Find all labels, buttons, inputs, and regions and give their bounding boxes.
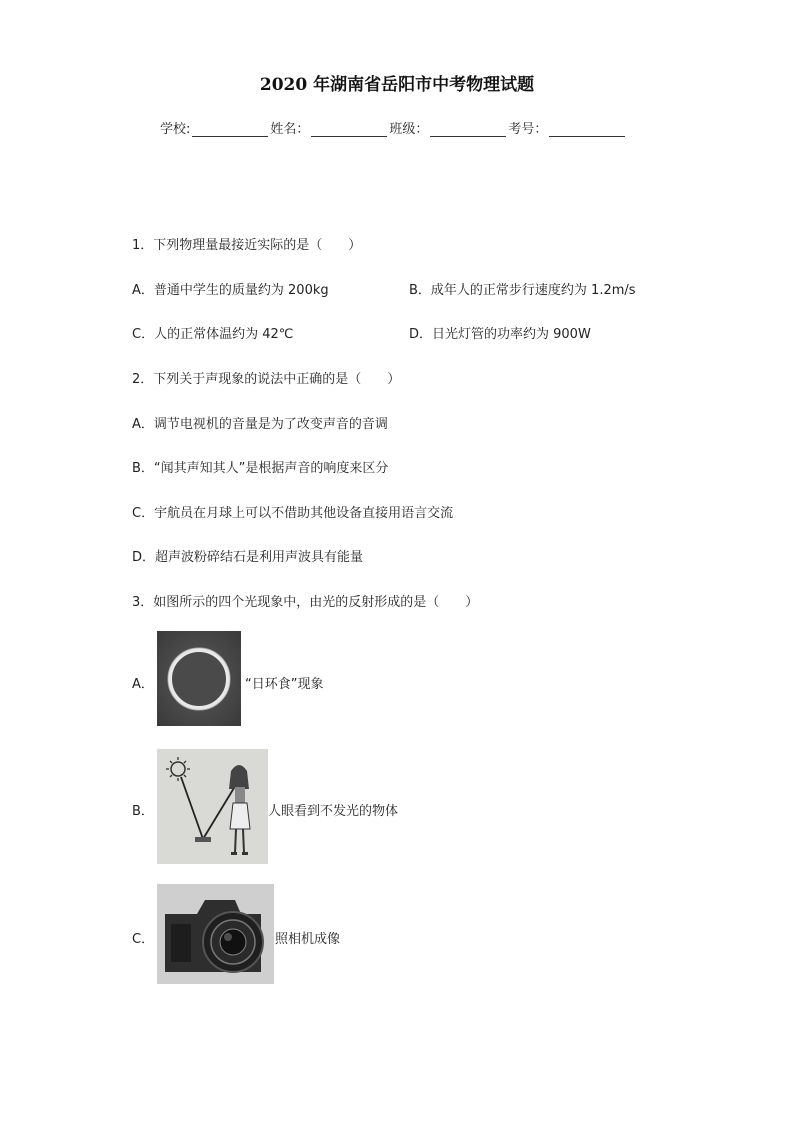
question-3-option-b-caption: 人眼看到不发光的物体	[268, 804, 399, 819]
question-3-option-b-letter: B．	[132, 804, 154, 819]
reflection-diagram-icon	[157, 749, 268, 864]
class-label: 班级：	[389, 122, 429, 137]
question-2-option-d: D．超声波粉碎结石是利用声波具有能量	[132, 550, 364, 565]
question-3-option-c-letter: C．	[132, 932, 155, 947]
question-3-stem: 3．如图所示的四个光现象中，由光的反射形成的是（ ）	[132, 595, 479, 610]
annular-eclipse-icon	[157, 631, 241, 726]
page-title: 2020 年湖南省岳阳市中考物理试题	[259, 75, 535, 95]
question-2-stem: 2．下列关于声现象的说法中正确的是（ ）	[132, 372, 401, 387]
question-1-stem: 1．下列物理量最接近实际的是（ ）	[132, 238, 362, 253]
question-3-option-c-caption: 照相机成像	[275, 932, 341, 947]
question-1-option-d: D．日光灯管的功率约为 900W	[409, 327, 591, 342]
exam-no-label: 考号：	[508, 122, 548, 137]
student-info-line	[160, 118, 627, 137]
school-label: 学校:	[160, 122, 191, 137]
question-1-option-a: A．普通中学生的质量约为 200kg	[132, 283, 329, 298]
exam-no-blank	[549, 122, 625, 137]
question-3-option-a-caption: “日环食”现象	[245, 677, 324, 692]
school-blank	[192, 122, 268, 137]
name-blank	[311, 122, 387, 137]
camera-icon	[157, 884, 274, 984]
question-2-option-c: C．宇航员在月球上可以不借助其他设备直接用语言交流	[132, 506, 454, 521]
question-3-option-a-letter: A．	[132, 677, 154, 692]
question-1-option-b: B．成年人的正常步行速度约为 1.2m/s	[409, 283, 636, 298]
class-blank	[430, 122, 506, 137]
question-2-option-b: B．“闻其声知其人”是根据声音的响度来区分	[132, 461, 389, 476]
name-label: 姓名：	[270, 122, 310, 137]
question-2-option-a: A．调节电视机的音量是为了改变声音的音调	[132, 417, 388, 432]
question-1-option-c: C．人的正常体温约为 42℃	[132, 327, 294, 342]
